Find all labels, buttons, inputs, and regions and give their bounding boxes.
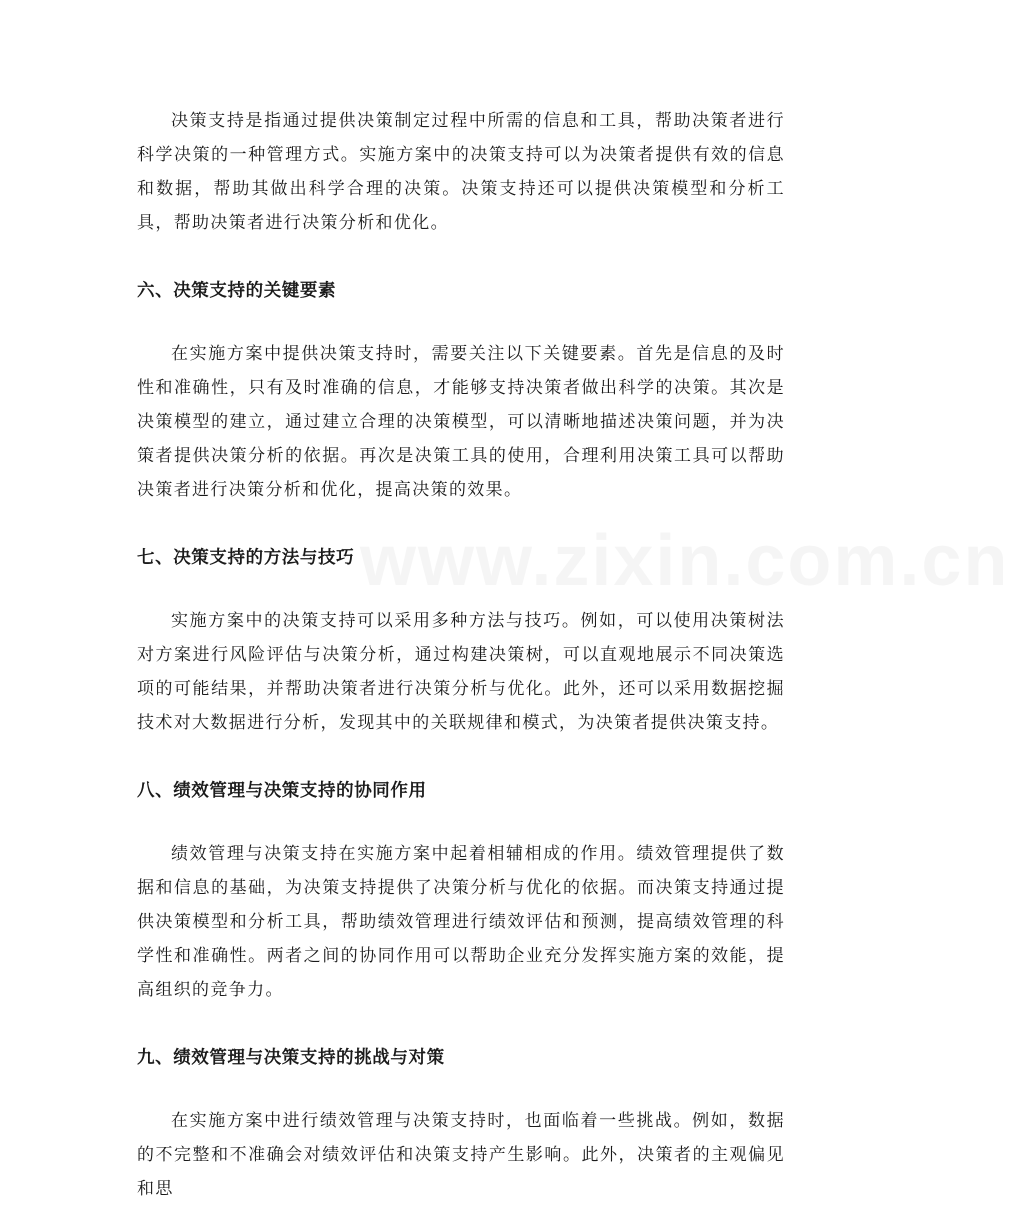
section-heading-7: 七、决策支持的方法与技巧 (137, 548, 355, 568)
paragraph-section-7: 实施方案中的决策支持可以采用多种方法与技巧。例如，可以使用决策树法对方案进行风险评估与决策分析，通过构建决策树，可以直观地展示不同决策选项的可能结果，并帮助决策者进行决策分析与优化。此外，还可以采用数据挖掘技术对大数据进行分析，发现其中的关联规律和模式，为决策者提供决策支持。 (137, 611, 785, 733)
paragraph-section-6: 在实施方案中提供决策支持时，需要关注以下关键要素。首先是信息的及时性和准确性，只有及时准确的信息，才能够支持决策者做出科学的决策。其次是决策模型的建立，通过建立合理的决策模型，可以清晰地描述决策问题，并为决策者提供决策分析的依据。再次是决策工具的使用，合理利用决策工具可以帮助决策者进行决策分析和优化，提高决策的效果。 (137, 344, 785, 500)
watermark-text: www.zixin.com.cn (360, 521, 1009, 601)
paragraph-intro: 决策支持是指通过提供决策制定过程中所需的信息和工具，帮助决策者进行科学决策的一种管理方式。实施方案中的决策支持可以为决策者提供有效的信息和数据，帮助其做出科学合理的决策。决策支持还可以提供决策模型和分析工具，帮助决策者进行决策分析和优化。 (137, 111, 785, 233)
section-heading-9: 九、绩效管理与决策支持的挑战与对策 (137, 1048, 445, 1068)
paragraph-section-9: 在实施方案中进行绩效管理与决策支持时，也面临着一些挑战。例如，数据的不完整和不准确会对绩效评估和决策支持产生影响。此外，决策者的主观偏见和思 (137, 1111, 785, 1199)
section-heading-6: 六、决策支持的关键要素 (137, 281, 337, 301)
paragraph-section-8: 绩效管理与决策支持在实施方案中起着相辅相成的作用。绩效管理提供了数据和信息的基础，为决策支持提供了决策分析与优化的依据。而决策支持通过提供决策模型和分析工具，帮助绩效管理进行绩效评估和预测，提高绩效管理的科学性和准确性。两者之间的协同作用可以帮助企业充分发挥实施方案的效能，提高组织的竞争力。 (137, 844, 785, 1000)
section-heading-8: 八、绩效管理与决策支持的协同作用 (137, 781, 427, 801)
document-body (137, 104, 785, 1206)
